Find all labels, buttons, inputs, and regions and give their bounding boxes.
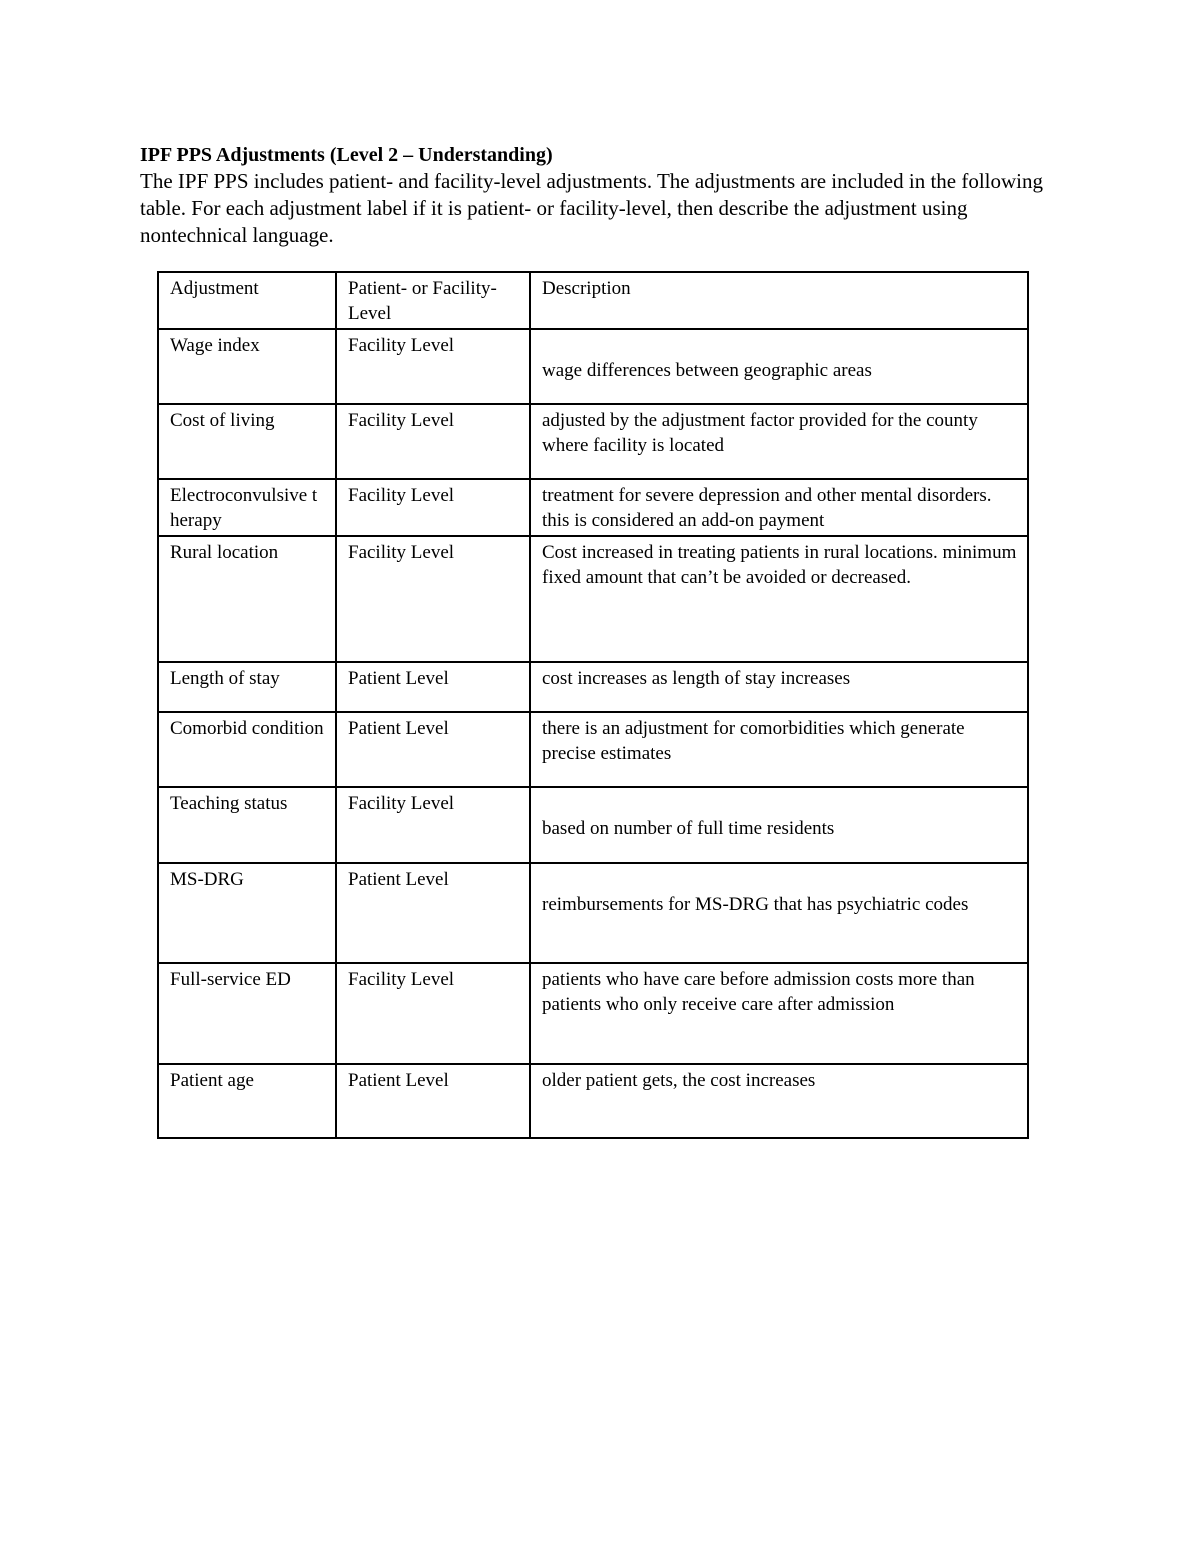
header-description: Description	[530, 272, 1028, 329]
cell-description: treatment for severe depression and other mental disorders. this is considered an add-on payment	[530, 479, 1028, 536]
cell-description: cost increases as length of stay increases	[530, 662, 1028, 712]
cell-adjustment: Length of stay	[158, 662, 336, 712]
page-content	[140, 142, 1060, 249]
header-adjustment: Adjustment	[158, 272, 336, 329]
cell-adjustment: Rural location	[158, 536, 336, 662]
cell-level: Patient Level	[336, 1064, 530, 1138]
table-row	[158, 963, 1028, 1064]
cell-description: patients who have care before admission costs more than patients who only receive care after admission	[530, 963, 1028, 1064]
cell-adjustment: Patient age	[158, 1064, 336, 1138]
table-row	[158, 863, 1028, 963]
table-row	[158, 404, 1028, 479]
table-row	[158, 712, 1028, 787]
cell-adjustment: Comorbid condition	[158, 712, 336, 787]
table-row	[158, 662, 1028, 712]
cell-adjustment: Teaching status	[158, 787, 336, 863]
cell-level: Patient Level	[336, 712, 530, 787]
document-title: IPF PPS Adjustments (Level 2 – Understanding)	[140, 144, 553, 166]
cell-adjustment: Electroconvulsive therapy	[158, 479, 336, 536]
cell-description: there is an adjustment for comorbidities which generate precise estimates	[530, 712, 1028, 787]
cell-adjustment: Cost of living	[158, 404, 336, 479]
cell-level: Facility Level	[336, 404, 530, 479]
cell-adjustment: MS-DRG	[158, 863, 336, 963]
cell-description: wage differences between geographic areas	[542, 359, 872, 381]
cell-description: Cost increased in treating patients in rural locations. minimum fixed amount that can’t be avoided or decreased.	[530, 536, 1028, 662]
cell-level: Facility Level	[336, 536, 530, 662]
cell-adjustment: Wage index	[158, 329, 336, 404]
cell-description: older patient gets, the cost increases	[530, 1064, 1028, 1138]
cell-description: adjusted by the adjustment factor provided for the county where facility is located	[530, 404, 1028, 479]
table-row	[158, 1064, 1028, 1138]
document-intro: The IPF PPS includes patient- and facility-level adjustments. The adjustments are included in the following table. For each adjustment label if it is patient- or facility-level, then describe the adjustment using nontechnical language.	[140, 169, 1044, 247]
cell-description-wrapper	[530, 329, 1028, 404]
table-row	[158, 787, 1028, 863]
table-row	[158, 479, 1028, 536]
cell-description: reimbursements for MS-DRG that has psychiatric codes	[542, 893, 969, 915]
header-level: Patient- or Facility-Level	[336, 272, 530, 329]
cell-adjustment: Full-service ED	[158, 963, 336, 1064]
table-row	[158, 536, 1028, 662]
adjustments-table	[157, 271, 1029, 1139]
cell-level: Facility Level	[336, 479, 530, 536]
cell-level: Facility Level	[336, 329, 530, 404]
cell-level: Facility Level	[336, 787, 530, 863]
cell-description-wrapper	[530, 787, 1028, 863]
cell-level: Facility Level	[336, 963, 530, 1064]
table-row	[158, 329, 1028, 404]
cell-level: Patient Level	[336, 662, 530, 712]
cell-level: Patient Level	[336, 863, 530, 963]
cell-description: based on number of full time residents	[542, 817, 835, 839]
cell-description-wrapper	[530, 863, 1028, 963]
table-header-row	[158, 272, 1028, 329]
